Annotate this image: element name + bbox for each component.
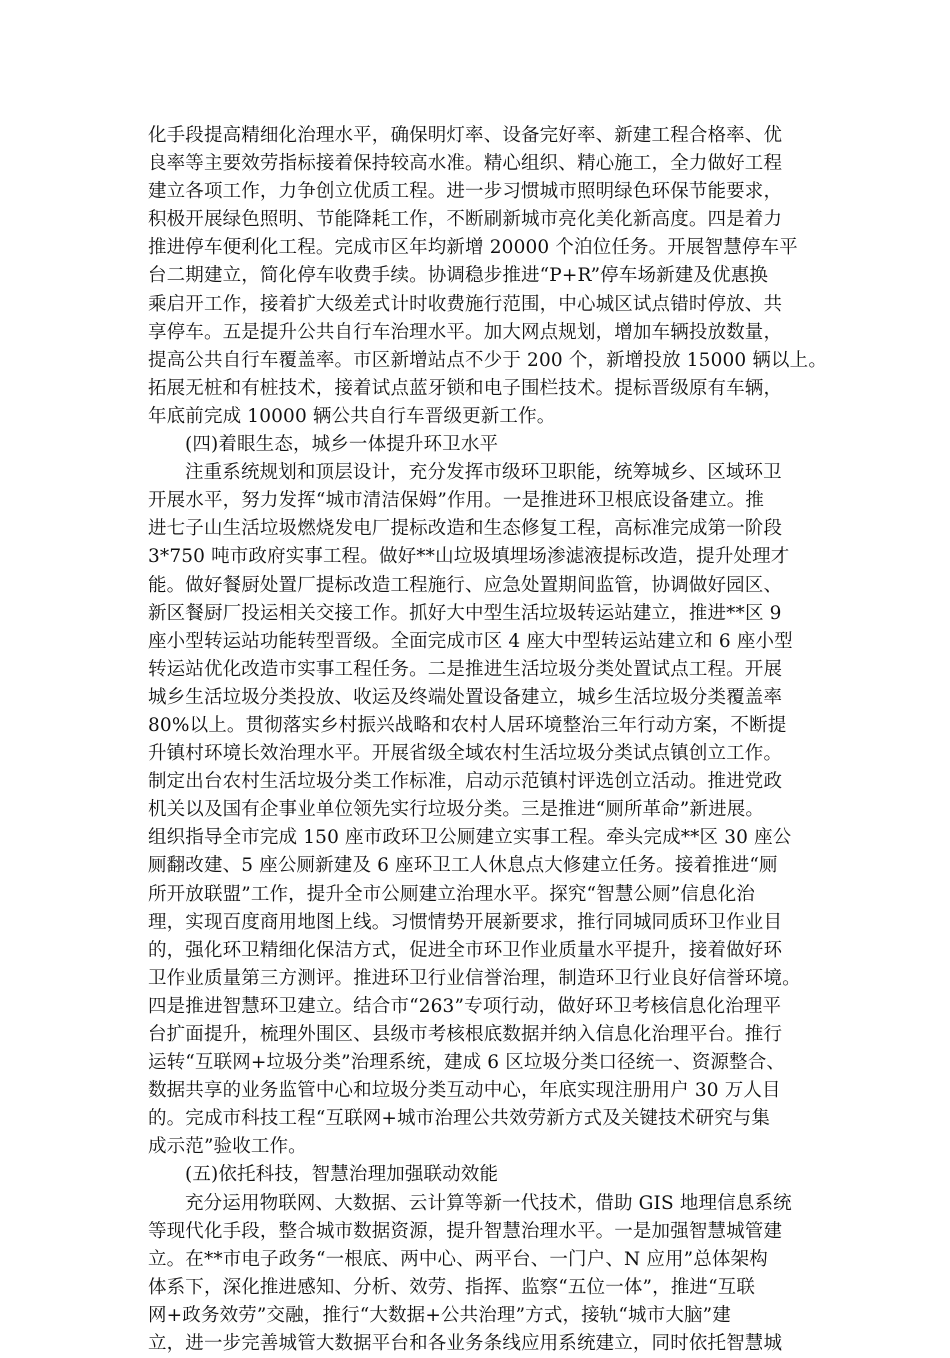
text-line: (四)着眼生态，城乡一体提升环卫水平 [185,434,499,456]
text-line: 注重系统规划和顶层设计，充分发挥市级环卫职能，统筹城乡、区域环卫 [185,462,782,484]
text-line: 四是推进智慧环卫建立。结合市“263”专项行动，做好环卫考核信息化治理平 [148,995,782,1017]
text-line: 座小型转运站功能转型晋级。全面完成市区 4 座大中型转运站建立和 6 座小型 [148,630,793,652]
text-line: 等现代化手段，整合城市数据资源，提升智慧治理水平。一是加强智慧城管建 [148,1220,783,1242]
text-line: 建立各项工作，力争创立优质工程。进一步习惯城市照明绿色环保节能要求， [148,181,783,203]
text-line: 卫作业质量第三方测评。推进环卫行业信誉治理，制造环卫行业良好信誉环境。 [148,967,801,989]
document-body [148,122,827,1358]
text-line: 乘启开工作，接着扩大级差式计时收费施行范围，中心城区试点错时停放、共 [148,293,783,315]
text-line: 立。在**市电子政务“一根底、两中心、两平台、一门户、N 应用”总体架构 [148,1248,768,1270]
text-line: 所开放联盟”工作，提升全市公厕建立治理水平。探究“智慧公厕”信息化治 [148,883,755,905]
text-line: 的。完成市科技工程“互联网+城市治理公共效劳新方式及关键技术研究与集 [148,1108,771,1130]
text-line: 的，强化环卫精细化保洁方式，促进全市环卫作业质量水平提升，接着做好环 [148,939,783,961]
text-line: 立，进一步完善城管大数据平台和各业务条线应用系统建立，同时依托智慧城 [148,1333,783,1355]
text-line: 组织指导全市完成 150 座市政环卫公厕建立实事工程。牵头完成**区 30 座公 [148,827,792,849]
text-line: 转运站优化改造市实事工程任务。二是推进生活垃圾分类处置试点工程。开展 [148,658,783,680]
text-line: 能。做好餐厨处置厂提标改造工程施行、应急处置期间监管，协调做好园区、 [148,574,783,596]
text-line: 新区餐厨厂投运相关交接工作。抓好大中型生活垃圾转运站建立，推进**区 9 [148,602,782,624]
text-line: 良率等主要效劳指标接着保持较高水准。精心组织、精心施工，全力做好工程 [148,153,783,175]
text-line: 数据共享的业务监管中心和垃圾分类互动中心，年底实现注册用户 30 万人目 [148,1080,781,1102]
text-line: 机关以及国有企事业单位领先实行垃圾分类。三是推进“厕所革命”新进展。 [148,799,765,821]
text-line: 推进停车便利化工程。完成市区年均新增 20000 个泊位任务。开展智慧停车平 [148,237,798,259]
text-line: 厕翻改建、5 座公厕新建及 6 座环卫工人休息点大修建立任务。接着推进“厕 [148,855,778,877]
text-line: 体系下，深化推进感知、分析、效劳、指挥、监察“五位一体”，推进“互联 [148,1276,755,1298]
text-line: 80%以上。贯彻落实乡村振兴战略和农村人居环境整治三年行动方案，不断提 [148,714,787,736]
text-line: (五)依托科技，智慧治理加强联动效能 [185,1164,499,1186]
text-line: 享停车。五是提升公共自行车治理水平。加大网点规划，增加车辆投放数量， [148,321,783,343]
text-line: 年底前完成 10000 辆公共自行车晋级更新工作。 [148,405,556,427]
text-line: 运转“互联网+垃圾分类”治理系统，建成 6 区垃圾分类口径统一、资源整合、 [148,1052,786,1074]
text-line: 理，实现百度商用地图上线。习惯情势开展新要求，推行同城同质环卫作业目 [148,911,783,933]
text-line: 积极开展绿色照明、节能降耗工作，不断刷新城市亮化美化新高度。四是着力 [148,209,783,231]
text-line: 台二期建立，简化停车收费手续。协调稳步推进“P+R”停车场新建及优惠换 [148,265,769,287]
text-line: 网+政务效劳”交融，推行“大数据+公共治理”方式，接轨“城市大脑”建 [148,1304,731,1326]
text-line: 化手段提高精细化治理水平，确保明灯率、设备完好率、新建工程合格率、优 [148,125,783,146]
text-line: 开展水平，努力发挥“城市清洁保姆”作用。一是推进环卫根底设备建立。推 [148,490,765,512]
text-line: 城乡生活垃圾分类投放、收运及终端处置设备建立，城乡生活垃圾分类覆盖率 [148,686,783,708]
text-line: 3*750 吨市政府实事工程。做好**山垃圾填埋场渗滤液提标改造，提升处理才 [148,546,790,568]
text-line: 提高公共自行车覆盖率。市区新增站点不少于 200 个，新增投放 15000 辆以上。 [148,349,827,371]
text-line: 进七子山生活垃圾燃烧发电厂提标改造和生态修复工程，高标准完成第一阶段 [148,518,783,540]
text-line: 台扩面提升，梳理外围区、县级市考核根底数据并纳入信息化治理平台。推行 [148,1024,783,1045]
text-line: 成示范”验收工作。 [148,1136,307,1158]
text-line: 升镇村环境长效治理水平。开展省级全域农村生活垃圾分类试点镇创立工作。 [148,743,783,765]
text-line: 拓展无桩和有桩技术，接着试点蓝牙锁和电子围栏技术。提标晋级原有车辆， [148,377,783,399]
text-line: 充分运用物联网、大数据、云计算等新一代技术，借助 GIS 地理信息系统 [185,1192,792,1214]
text-line: 制定出台农村生活垃圾分类工作标准，启动示范镇村评选创立活动。推进党政 [148,771,783,793]
